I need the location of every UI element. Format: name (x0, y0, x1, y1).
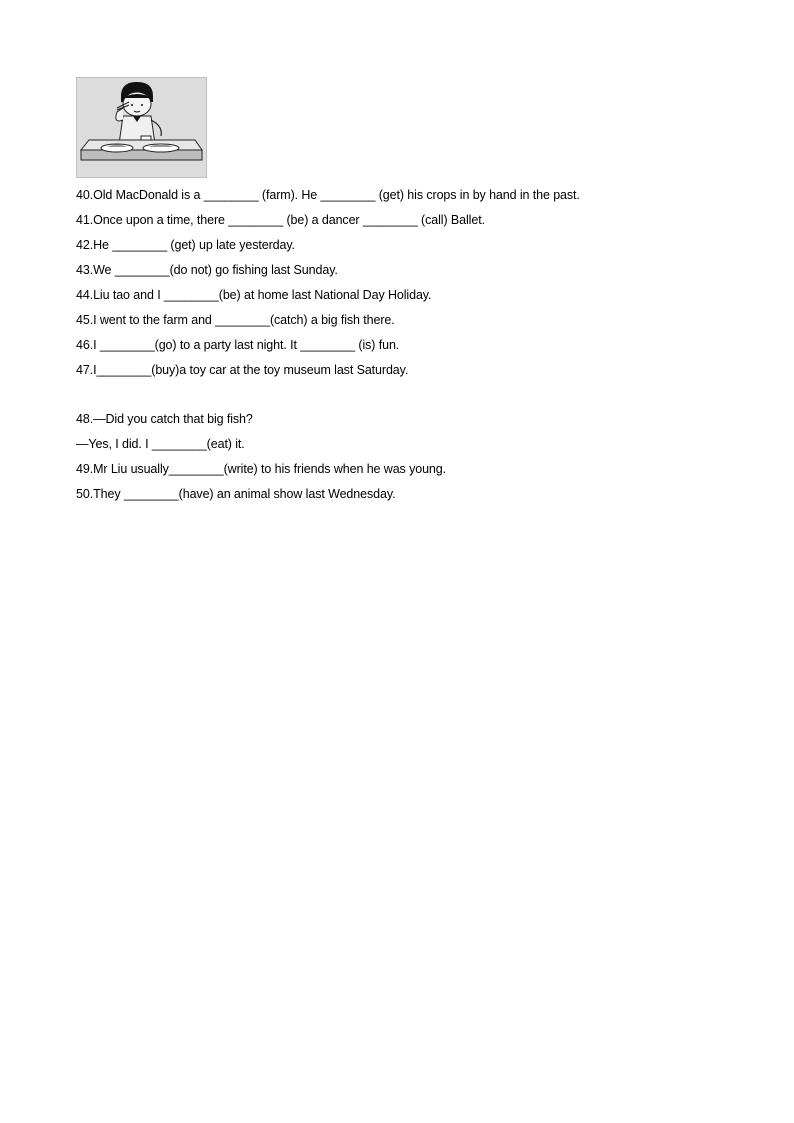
question-49: 49.Mr Liu usually________(write) to his friends when he was young. (76, 462, 446, 476)
fill-in-questions (76, 183, 736, 507)
question-46: 46.I ________(go) to a party last night. It ________ (is) fun. (76, 338, 400, 352)
blank-line (76, 383, 736, 407)
question-41: 41.Once upon a time, there ________ (be) a dancer ________ (call) Ballet. (76, 213, 485, 227)
boy-eating-at-table-icon (77, 78, 206, 177)
question-47: 47.I________(buy)a toy car at the toy museum last Saturday. (76, 363, 409, 377)
question-44: 44.Liu tao and I ________(be) at home last National Day Holiday. (76, 288, 432, 302)
question-50: 50.They ________(have) an animal show last Wednesday. (76, 487, 396, 501)
question-42: 42.He ________ (get) up late yesterday. (76, 238, 295, 252)
question-43: 43.We ________(do not) go fishing last Sunday. (76, 263, 338, 277)
boy-eating-illustration (76, 77, 207, 178)
question-40: 40.Old MacDonald is a ________ (farm). He ________ (get) his crops in by hand in the past. (76, 188, 580, 202)
question-45: 45.I went to the farm and ________(catch) a big fish there. (76, 313, 395, 327)
question-48: 48.—Did you catch that big fish? (76, 412, 253, 426)
question-48-answer: —Yes, I did. I ________(eat) it. (76, 437, 245, 451)
